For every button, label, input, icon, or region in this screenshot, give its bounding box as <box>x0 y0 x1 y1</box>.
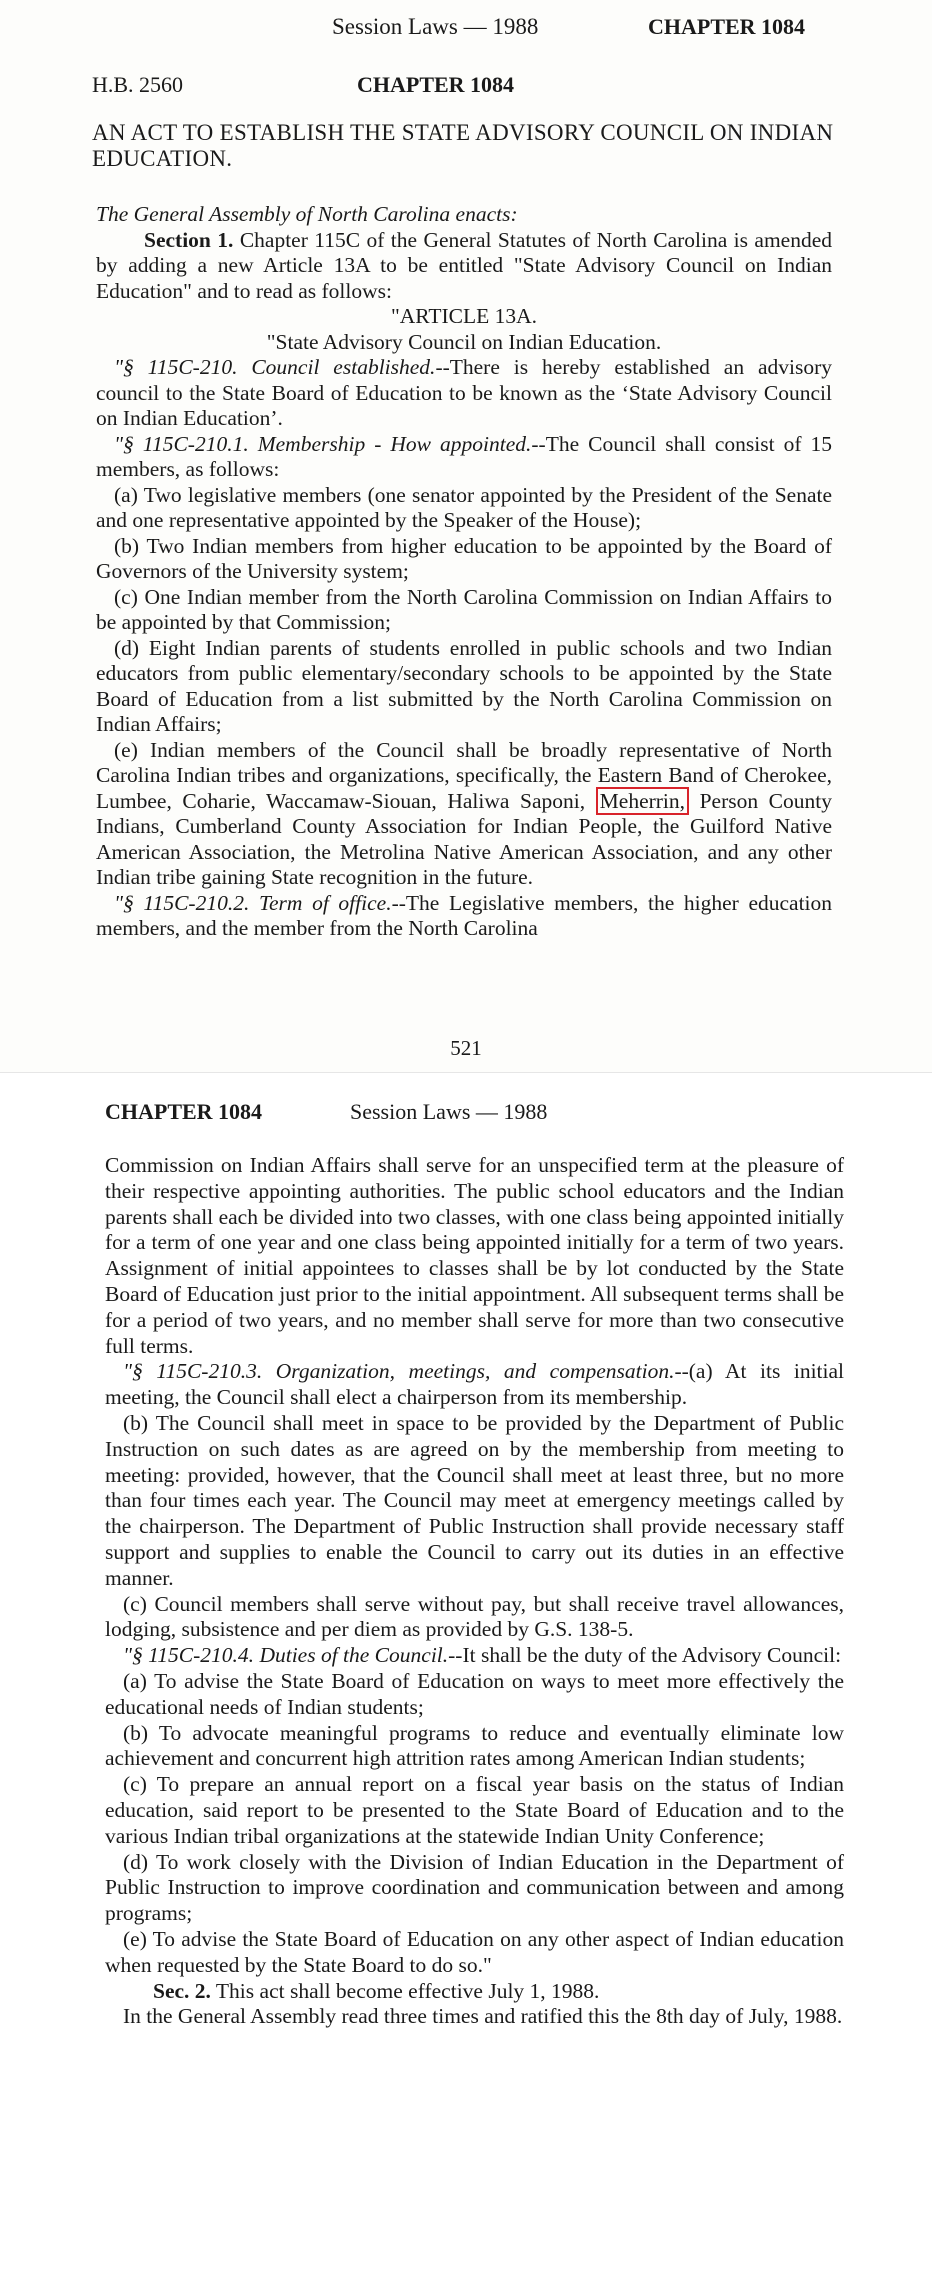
section-1-label: Section 1. <box>144 227 234 252</box>
bill-number: H.B. 2560 <box>92 72 184 97</box>
duty-item-d: (d) To work closely with the Division of Indian Education in the Department of Public Instruction to improve coordination and communication between and among programs; <box>105 1849 844 1926</box>
item-e-text-after: Person County Indians, Cumberland County Association for Indian People, the Guilford Native American Association, the Metrolina Native American Association, and any other Indian tribe gaining State recognition in the future. <box>96 788 832 889</box>
section-number: "§ 115C-210. <box>114 355 238 379</box>
running-head-chapter: CHAPTER 1084 <box>105 1099 263 1124</box>
running-head-session-laws: Session Laws — 1988 <box>350 1099 548 1124</box>
page-number: 521 <box>450 1036 482 1060</box>
duty-item-c: (c) To prepare an annual report on a fiscal year basis on the status of Indian education, said report to be presented to the State Board of Education and to the various Indian tribal organizations at the statewide Indian Unity Conference; <box>105 1772 844 1848</box>
item-e-text-before: (e) Indian members of the Council shall be broadly representative of North Carolina Indian tribes and organizations, specifically, the Eastern Band of Cherokee, Lumbee, Coharie, Waccamaw-Siouan, Haliwa Saponi, <box>96 737 832 813</box>
section-115c-210 <box>96 355 832 432</box>
section-number: "§ 115C-210.4. <box>123 1643 255 1668</box>
section-1 <box>96 228 832 305</box>
section-2 <box>105 1979 844 2005</box>
organization-item-c: (c) Council members shall serve without pay, but shall receive travel allowances, lodging, subsistence and per diem as provided by G.S. 138-5. <box>105 1591 844 1642</box>
running-head <box>105 1099 548 1125</box>
membership-item-a: (a) Two legislative members (one senator appointed by the President of the Senate and one representative appointed by the Speaker of the House); <box>96 482 832 532</box>
section-text: --There is hereby established an advisory council to the State Board of Education to be known as the ‘State Advisory Council on Indian Education’. <box>96 355 833 430</box>
page-522 <box>0 1073 932 2286</box>
section-number: "§ 115C-210.3. <box>123 1359 263 1384</box>
section-115c-210-3 <box>105 1359 844 1411</box>
duty-item-b: (b) To advocate meaningful programs to reduce and eventually eliminate low achievement and concurrent high attrition rates among American Indian students; <box>105 1720 844 1771</box>
membership-item-b: (b) Two Indian members from higher education to be appointed by the Board of Governors of the University system; <box>96 533 832 583</box>
membership-item-e <box>96 738 832 891</box>
chapter-title: CHAPTER 1084 <box>357 72 515 97</box>
membership-item-d: (d) Eight Indian parents of students enrolled in public schools and two Indian educators from public elementary/secondary schools to be appointed by the State Board of Education from a list submitted by the North Carolina Commission on Indian Affairs; <box>96 635 832 736</box>
section-2-label: Sec. 2. <box>153 1978 211 2003</box>
section-115c-210-2 <box>96 891 832 942</box>
section-text: --The Legislative members, the higher education members, and the member from the North Carolina <box>96 890 833 940</box>
membership-item-c: (c) One Indian member from the North Carolina Commission on Indian Affairs to be appointed by that Commission; <box>96 584 832 634</box>
section-115c-210-4 <box>105 1643 844 1669</box>
section-title: Term of office. <box>259 890 392 915</box>
page1-body <box>96 202 832 942</box>
organization-item-b: (b) The Council shall meet in space to be provided by the Department of Public Instruction on such dates as are agreed on by the membership from meeting to meeting: provided, however, that the Council shall meet at least three, but no more than four times each year. The Council may meet at emergency meetings called by the chairperson. The Department of Public Instruction shall provide necessary staff support and supplies to enable the Council to carry out its duties in an effective manner. <box>105 1410 844 1590</box>
enacting-clause: The General Assembly of North Carolina enacts: <box>96 202 518 226</box>
article-name: "State Advisory Council on Indian Education. <box>266 329 662 354</box>
section-title: Membership - How appointed. <box>257 431 532 456</box>
section-number: "§ 115C-210.2. <box>114 890 250 915</box>
page2-body <box>105 1153 844 2030</box>
article-heading: "ARTICLE 13A. <box>390 304 538 328</box>
running-head-chapter: CHAPTER 1084 <box>648 14 806 39</box>
highlighted-word-meherrin: Meherrin, <box>596 787 689 815</box>
ratification-statement: In the General Assembly read three times and ratified this the 8th day of July, 1988. <box>123 2004 843 2029</box>
section-115c-210-1 <box>96 432 832 483</box>
running-head-session-laws: Session Laws — 1988 <box>332 14 539 39</box>
section-text: --It shall be the duty of the Advisory Council: <box>448 1643 842 1668</box>
page-521 <box>0 0 932 1073</box>
act-title: AN ACT TO ESTABLISH THE STATE ADVISORY COUNCIL ON INDIAN EDUCATION. <box>92 120 834 171</box>
term-continuation: Commission on Indian Affairs shall serve for an unspecified term at the pleasure of their respective appointing authorities. The public school educators and the Indian parents shall each be divided into two classes, with one class being appointed initially for a term of one year and one class being appointed initially for a term of two years. Assignment of initial appointees to classes shall be by lot conducted by the State Board of Education just prior to the initial appointment. All subsequent terms shall be for a period of two years, and no member shall serve for more than two consecutive full terms. <box>105 1153 844 1358</box>
section-text: --The Council shall consist of 15 members, as follows: <box>96 431 832 481</box>
duty-item-a: (a) To advise the State Board of Education on ways to meet more effectively the educational needs of Indian students; <box>105 1668 844 1719</box>
section-title: Duties of the Council. <box>259 1643 449 1668</box>
section-number: "§ 115C-210.1. <box>114 431 249 456</box>
section-text: --(a) At its initial meeting, the Council shall elect a chairperson from its membership. <box>105 1359 845 1410</box>
section-1-text: Chapter 115C of the General Statutes of North Carolina is amended by adding a new Article 13A to be entitled "State Advisory Council on Indian Education" and to read as follows: <box>96 227 833 303</box>
section-title: Council established. <box>251 355 436 379</box>
section-title: Organization, meetings, and compensation. <box>275 1359 675 1384</box>
section-2-text: This act shall become effective July 1, 1988. <box>215 1978 600 2003</box>
duty-item-e: (e) To advise the State Board of Education on any other aspect of Indian education when requested by the State Board to do so." <box>105 1926 844 1977</box>
